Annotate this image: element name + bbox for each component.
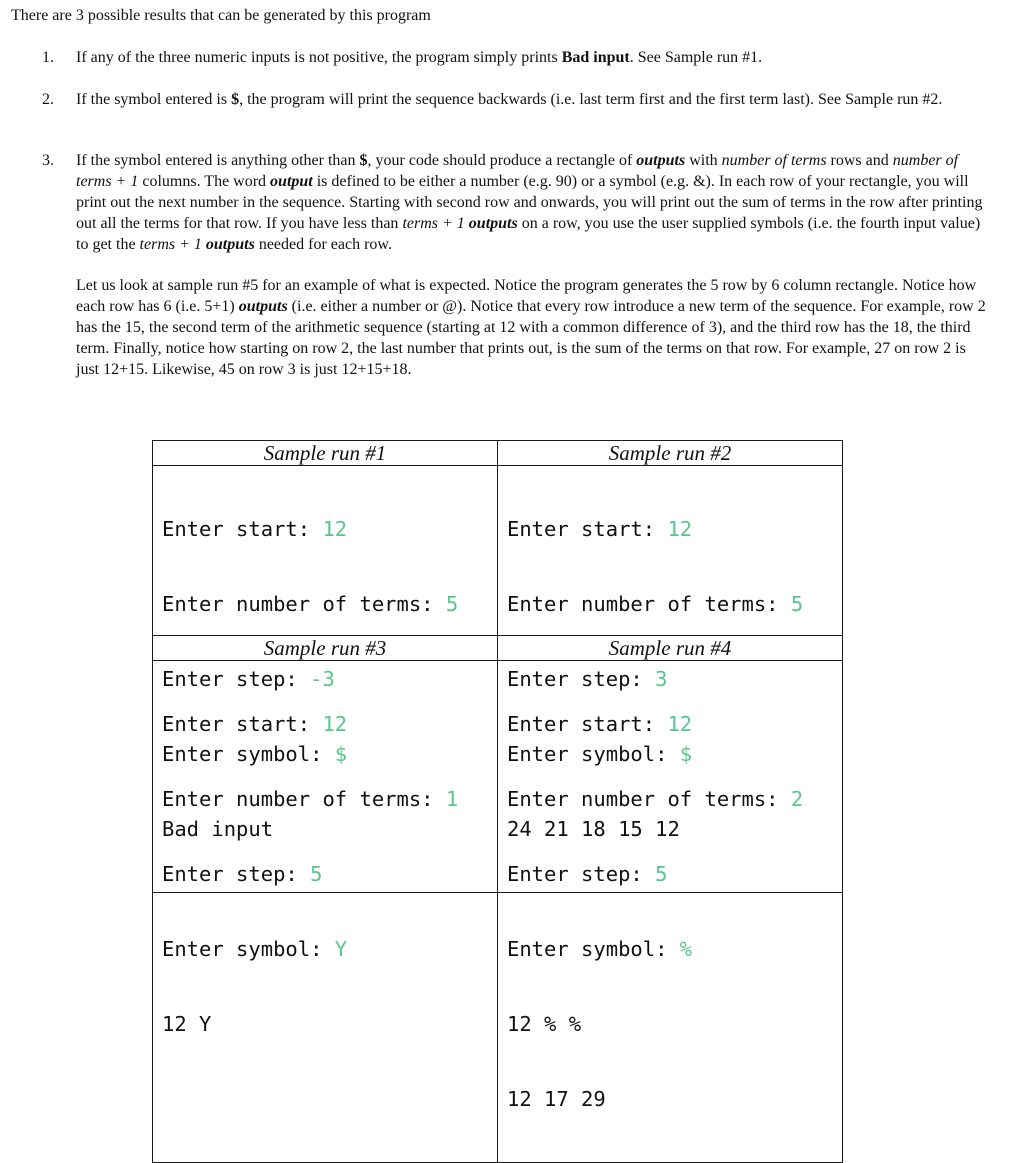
console-line: Enter number of terms: 2: [507, 787, 804, 811]
user-input: 1: [445, 787, 459, 811]
user-input: 5: [310, 862, 323, 886]
sample-run-title: Sample run #3: [153, 636, 498, 661]
sample-run-title: Sample run #1: [153, 441, 498, 466]
user-input: $: [334, 742, 348, 766]
sample-run-3: [153, 661, 498, 1163]
console-line: Enter symbol: $: [162, 742, 348, 766]
console-line: Enter step: 5: [162, 862, 323, 886]
console-line: Enter start: 12: [507, 517, 693, 541]
item-text: If any of the three numeric inputs is not positive, the program simply prints Bad input. See Sample run #1.: [76, 49, 763, 66]
console-line: Enter start: 12: [162, 712, 348, 736]
sample-run-title: Sample run #4: [498, 636, 843, 661]
intro-line: There are 3 possible results that can be generated by this program: [11, 7, 431, 24]
console-line: Enter step: -3: [162, 667, 335, 691]
item-number: 3.: [42, 152, 54, 169]
console-line: Enter number of terms: 1: [162, 787, 459, 811]
user-input: $: [679, 742, 693, 766]
program-output: 24 21 18 15 12: [507, 817, 680, 841]
console-line: Enter symbol: %: [507, 937, 693, 961]
item-text: If the symbol entered is $, the program will print the sequence backwards (i.e. last term first and the first term last). See Sample run #2.: [76, 91, 943, 108]
console-line: Enter number of terms: 5: [507, 592, 804, 616]
console-line: Enter step: 5: [507, 862, 668, 886]
user-input: 2: [790, 787, 804, 811]
console-line: Enter start: 12: [507, 712, 693, 736]
sample-run-4: [498, 661, 843, 1163]
program-output: 12 % %: [507, 1012, 582, 1036]
user-input: 5: [445, 592, 459, 616]
user-input: -3: [310, 667, 335, 691]
sample-run-title: Sample run #2: [498, 441, 843, 466]
user-input: 12: [667, 712, 693, 736]
item-number: 2.: [42, 91, 54, 108]
item-number: 1.: [42, 49, 54, 66]
user-input: Y: [334, 937, 348, 961]
sample-runs-table-2: [152, 635, 843, 1163]
item-text: If the symbol entered is anything other than $, your code should produce a rectangle of outputs with number of terms rows and number of terms + 1 columns. The word output is defined to be either a number (e.g. 90) or a symbol (e.g. &). In each row of your rectangle, you will print out the next number in the sequence. Starting with second row and onwards, you will print out the sum of terms in the row after printing out all the terms for that row. If you have less than terms + 1 outputs on a row, you use the user supplied symbols (i.e. the fourth input value) to get the terms + 1 outputs needed for each row.: [76, 152, 983, 253]
user-input: 5: [790, 592, 804, 616]
user-input: 12: [322, 712, 348, 736]
explanation-paragraph: Let us look at sample run #5 for an example of what is expected. Notice the program generates the 5 row by 6 column rectangle. Notice how each row has 6 (i.e. 5+1) outputs (i.e. either a number or @). Notice that every row introduce a new term of the sequence. For example, row 2 has the 15, the second term of the arithmetic sequence (starting at 12 with a common difference of 3), and the third row has the 18, the third term. Finally, notice how starting on row 2, the last number that prints out, is the sum of the terms on that row. For example, 27 on row 2 is just 12+15. Likewise, 45 on row 3 is just 12+15+18.: [76, 277, 986, 378]
console-line: Enter symbol: Y: [162, 937, 348, 961]
bold-dollar: $: [231, 91, 240, 108]
user-input: %: [679, 937, 693, 961]
user-input: 12: [667, 517, 693, 541]
bold-bad-input: Bad input: [561, 49, 630, 66]
program-output: 12 17 29: [507, 1087, 606, 1111]
program-output: 12 Y: [162, 1012, 212, 1036]
console-line: Enter step: 3: [507, 667, 668, 691]
user-input: 3: [655, 667, 668, 691]
console-line: Enter symbol: $: [507, 742, 693, 766]
program-output: Bad input: [162, 817, 274, 841]
user-input: 12: [322, 517, 348, 541]
user-input: 5: [655, 862, 668, 886]
console-line: Enter start: 12: [162, 517, 348, 541]
console-line: Enter number of terms: 5: [162, 592, 459, 616]
